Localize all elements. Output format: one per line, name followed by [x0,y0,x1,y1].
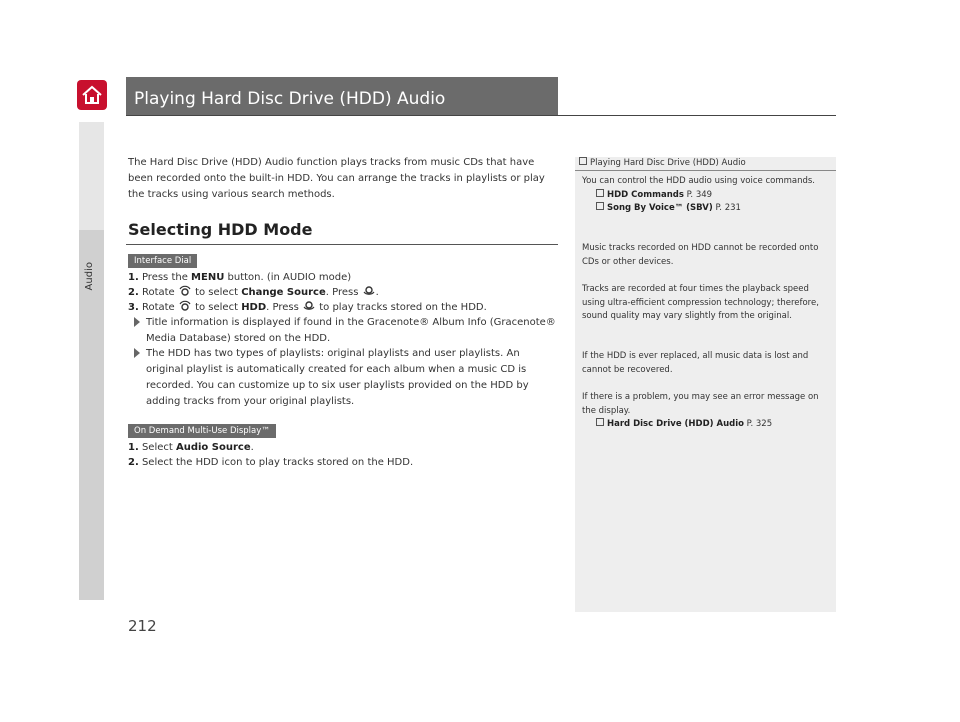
page-ref-icon [596,189,604,197]
interface-dial-tag: Interface Dial [128,254,197,268]
step-3: 3. Rotate to select HDD. Press to play tracks stored on the HDD. [128,302,487,313]
odmd-tag: On Demand Multi-Use Display™ [128,424,276,438]
page-ref-icon [596,418,604,426]
sidebox-p3: Tracks are recorded at four times the playback speed using ultra-efficient compression technology; therefore, sound quality may vary slightly from the original. [582,284,819,321]
interface-dial-rotate-icon [178,300,192,312]
sidebox-voice-note: You can control the HDD audio using voice commands. HDD Commands P. 349 Song By Voice™ (SBV) P. 231 [582,175,830,216]
ref-hdd-audio[interactable]: Hard Disc Drive (HDD) Audio P. 325 [582,418,830,432]
ref-hdd-commands[interactable]: HDD Commands P. 349 [582,189,830,203]
cross-reference-icon [579,157,587,165]
sidebox-p4: If the HDD is ever replaced, all music data is lost and cannot be recovered. [582,351,809,375]
odmd-step-1: 1. Select Audio Source. [128,442,254,453]
arrow-icon [134,317,140,327]
sidebox-heading: Playing Hard Disc Drive (HDD) Audio [575,157,836,168]
title-divider [126,115,836,116]
home-icon[interactable] [77,80,107,110]
step-1: 1. Press the MENU button. (in AUDIO mode) [128,272,352,283]
page-number: 212 [128,617,157,635]
interface-dial-press-icon [362,285,376,297]
sidebar-tab-top [79,122,104,230]
sidebox-divider [575,170,836,171]
sidebox-p2: Music tracks recorded on HDD cannot be recorded onto CDs or other devices. [582,243,819,267]
page-title: Playing Hard Disc Drive (HDD) Audio [134,89,446,109]
intro-paragraph: The Hard Disc Drive (HDD) Audio function plays tracks from music CDs that have been recorded onto the built-in HDD. You can arrange the tracks in playlists or play the tracks using various search methods. [128,157,545,200]
sidebox-error-note: If there is a problem, you may see an error message on the display. Hard Disc Drive (HDD) Audio P. 325 [582,391,830,432]
ref-song-by-voice[interactable]: Song By Voice™ (SBV) P. 231 [582,202,830,216]
note-sidebox [575,157,836,612]
page-ref-icon [596,202,604,210]
section-divider [126,244,558,245]
interface-dial-rotate-icon [178,285,192,297]
note-gracenote: Title information is displayed if found in the Gracenote® Album Info (Gracenote® Media Database) stored on the HDD. [146,315,556,347]
sidebar-section-label: Audio [84,262,95,291]
interface-dial-press-icon [302,300,316,312]
section-heading: Selecting HDD Mode [128,220,313,239]
note-playlists: The HDD has two types of playlists: original playlists and user playlists. An original playlist is automatically created for each album when a music CD is recorded. You can customize up to six user playlists provided on the HDD by adding tracks from your original playlists. [146,346,556,410]
odmd-step-2: 2. Select the HDD icon to play tracks stored on the HDD. [128,457,414,468]
step-2: 2. Rotate to select Change Source. Press . [128,287,379,298]
arrow-icon [134,348,140,358]
